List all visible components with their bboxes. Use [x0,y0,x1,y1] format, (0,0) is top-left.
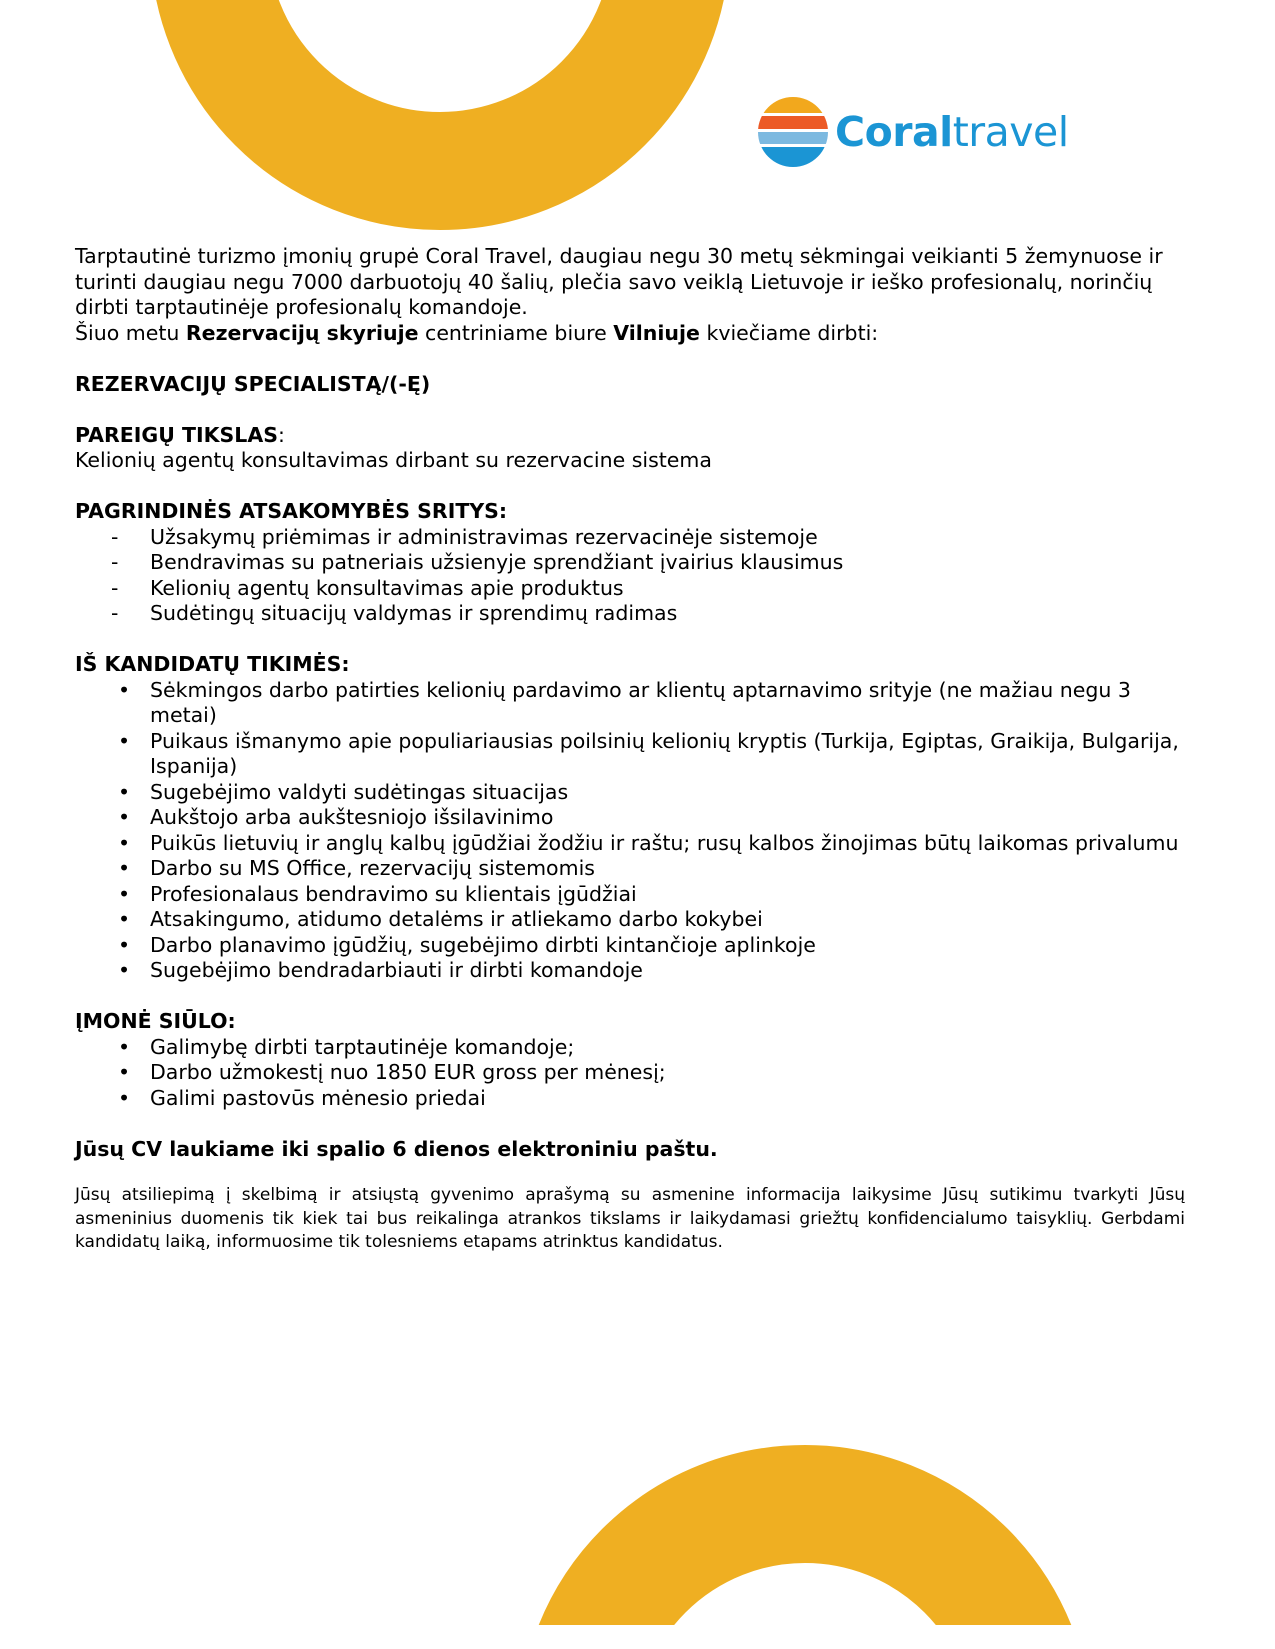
goal-heading: PAREIGŲ TIKSLAS: [75,422,285,447]
list-item: • Galimi pastovūs mėnesio priedai [75,1086,1185,1112]
list-item: • Sėkmingos darbo patirties kelionių pardavimo ar klientų aptarnavimo srityje (ne mažiau negu 3 metai) [75,678,1185,729]
offer-heading: ĮMONĖ SIŪLO: [75,1009,236,1033]
list-item: • Puikūs lietuvių ir anglų kalbų įgūdžiai žodžiu ir raštu; rusų kalbos žinojimas būtų laikomas privalumu [75,831,1185,857]
list-item: - Bendravimas su patneriais užsienyje sprendžiant įvairius klausimus [75,550,1185,576]
list-item: • Sugebėjimo valdyti sudėtingas situacijas [75,780,1185,806]
logo-wordmark: Coraltravel [835,107,1069,156]
list-item: • Galimybę dirbti tarptautinėje komandoje; [75,1035,1185,1061]
list-item: - Kelionių agentų konsultavimas apie produktus [75,576,1185,602]
responsibilities-list [75,525,1185,627]
list-item: - Užsakymų priėmimas ir administravimas rezervacinėje sistemoje [75,525,1185,551]
position-title: REZERVACIJŲ SPECIALISTĄ/(-Ę) [75,371,431,396]
logo-sun-icon [757,96,829,168]
privacy-note: Jūsų atsiliepimą į skelbimą ir atsiųstą gyvenimo aprašymą su asmenine informacija laikysime Jūsų sutikimu tvarkyti Jūsų asmeninius duomenis tik kiek tai bus reikalinga atrankos tikslams ir laikydamasi griežtų konfidencialumo taisyklių. Gerbdami kandidatų laiką, informuosime tik tolesniems etapams atrinktus kandidatus. [75,1185,1185,1252]
expectations-heading: IŠ KANDIDATŲ TIKIMĖS: [75,652,350,676]
goal-text: Kelionių agentų konsultavimas dirbant su rezervacine sistema [75,448,712,472]
intro-location-line: Šiuo metu Rezervacijų skyriuje centriniame biure Vilniuje kviečiame dirbti: [75,320,879,345]
list-item: • Sugebėjimo bendradarbiauti ir dirbti komandoje [75,958,1185,984]
intro-paragraph: Tarptautinė turizmo įmonių grupė Coral Travel, daugiau negu 30 metų sėkmingai veikianti 5 žemynuose ir turinti daugiau negu 7000 darbuotojų 40 šalių, plečia savo veiklą Lietuvoje ir ieško profesionalų, norinčių dirbti tarptautinėje profesionalų komandoje. [75,244,1163,319]
coral-travel-logo [757,96,1069,168]
expectations-list [75,678,1185,984]
list-item: - Sudėtingų situacijų valdymas ir sprendimų radimas [75,601,1185,627]
offer-list [75,1035,1185,1112]
list-item: • Darbo užmokestį nuo 1850 EUR gross per mėnesį; [75,1060,1185,1086]
list-item: • Darbo su MS Office, rezervacijų sistemomis [75,856,1185,882]
job-posting [75,244,1185,1255]
list-item: • Puikaus išmanymo apie populiariausias poilsinių kelionių kryptis (Turkija, Egiptas, Graikija, Bulgarija, Ispanija) [75,729,1185,780]
list-item: • Aukštojo arba aukštesniojo išsilavinimo [75,805,1185,831]
cv-call: Jūsų CV laukiame iki spalio 6 dienos elektroniniu paštu. [75,1136,718,1161]
list-item: • Atsakingumo, atidumo detalėms ir atliekamo darbo kokybei [75,907,1185,933]
decorative-ring-bottom [518,1445,1092,1625]
list-item: • Profesionalaus bendravimo su klientais įgūdžiai [75,882,1185,908]
responsibilities-heading: PAGRINDINĖS ATSAKOMYBĖS SRITYS: [75,499,508,523]
list-item: • Darbo planavimo įgūdžių, sugebėjimo dirbti kintančioje aplinkoje [75,933,1185,959]
